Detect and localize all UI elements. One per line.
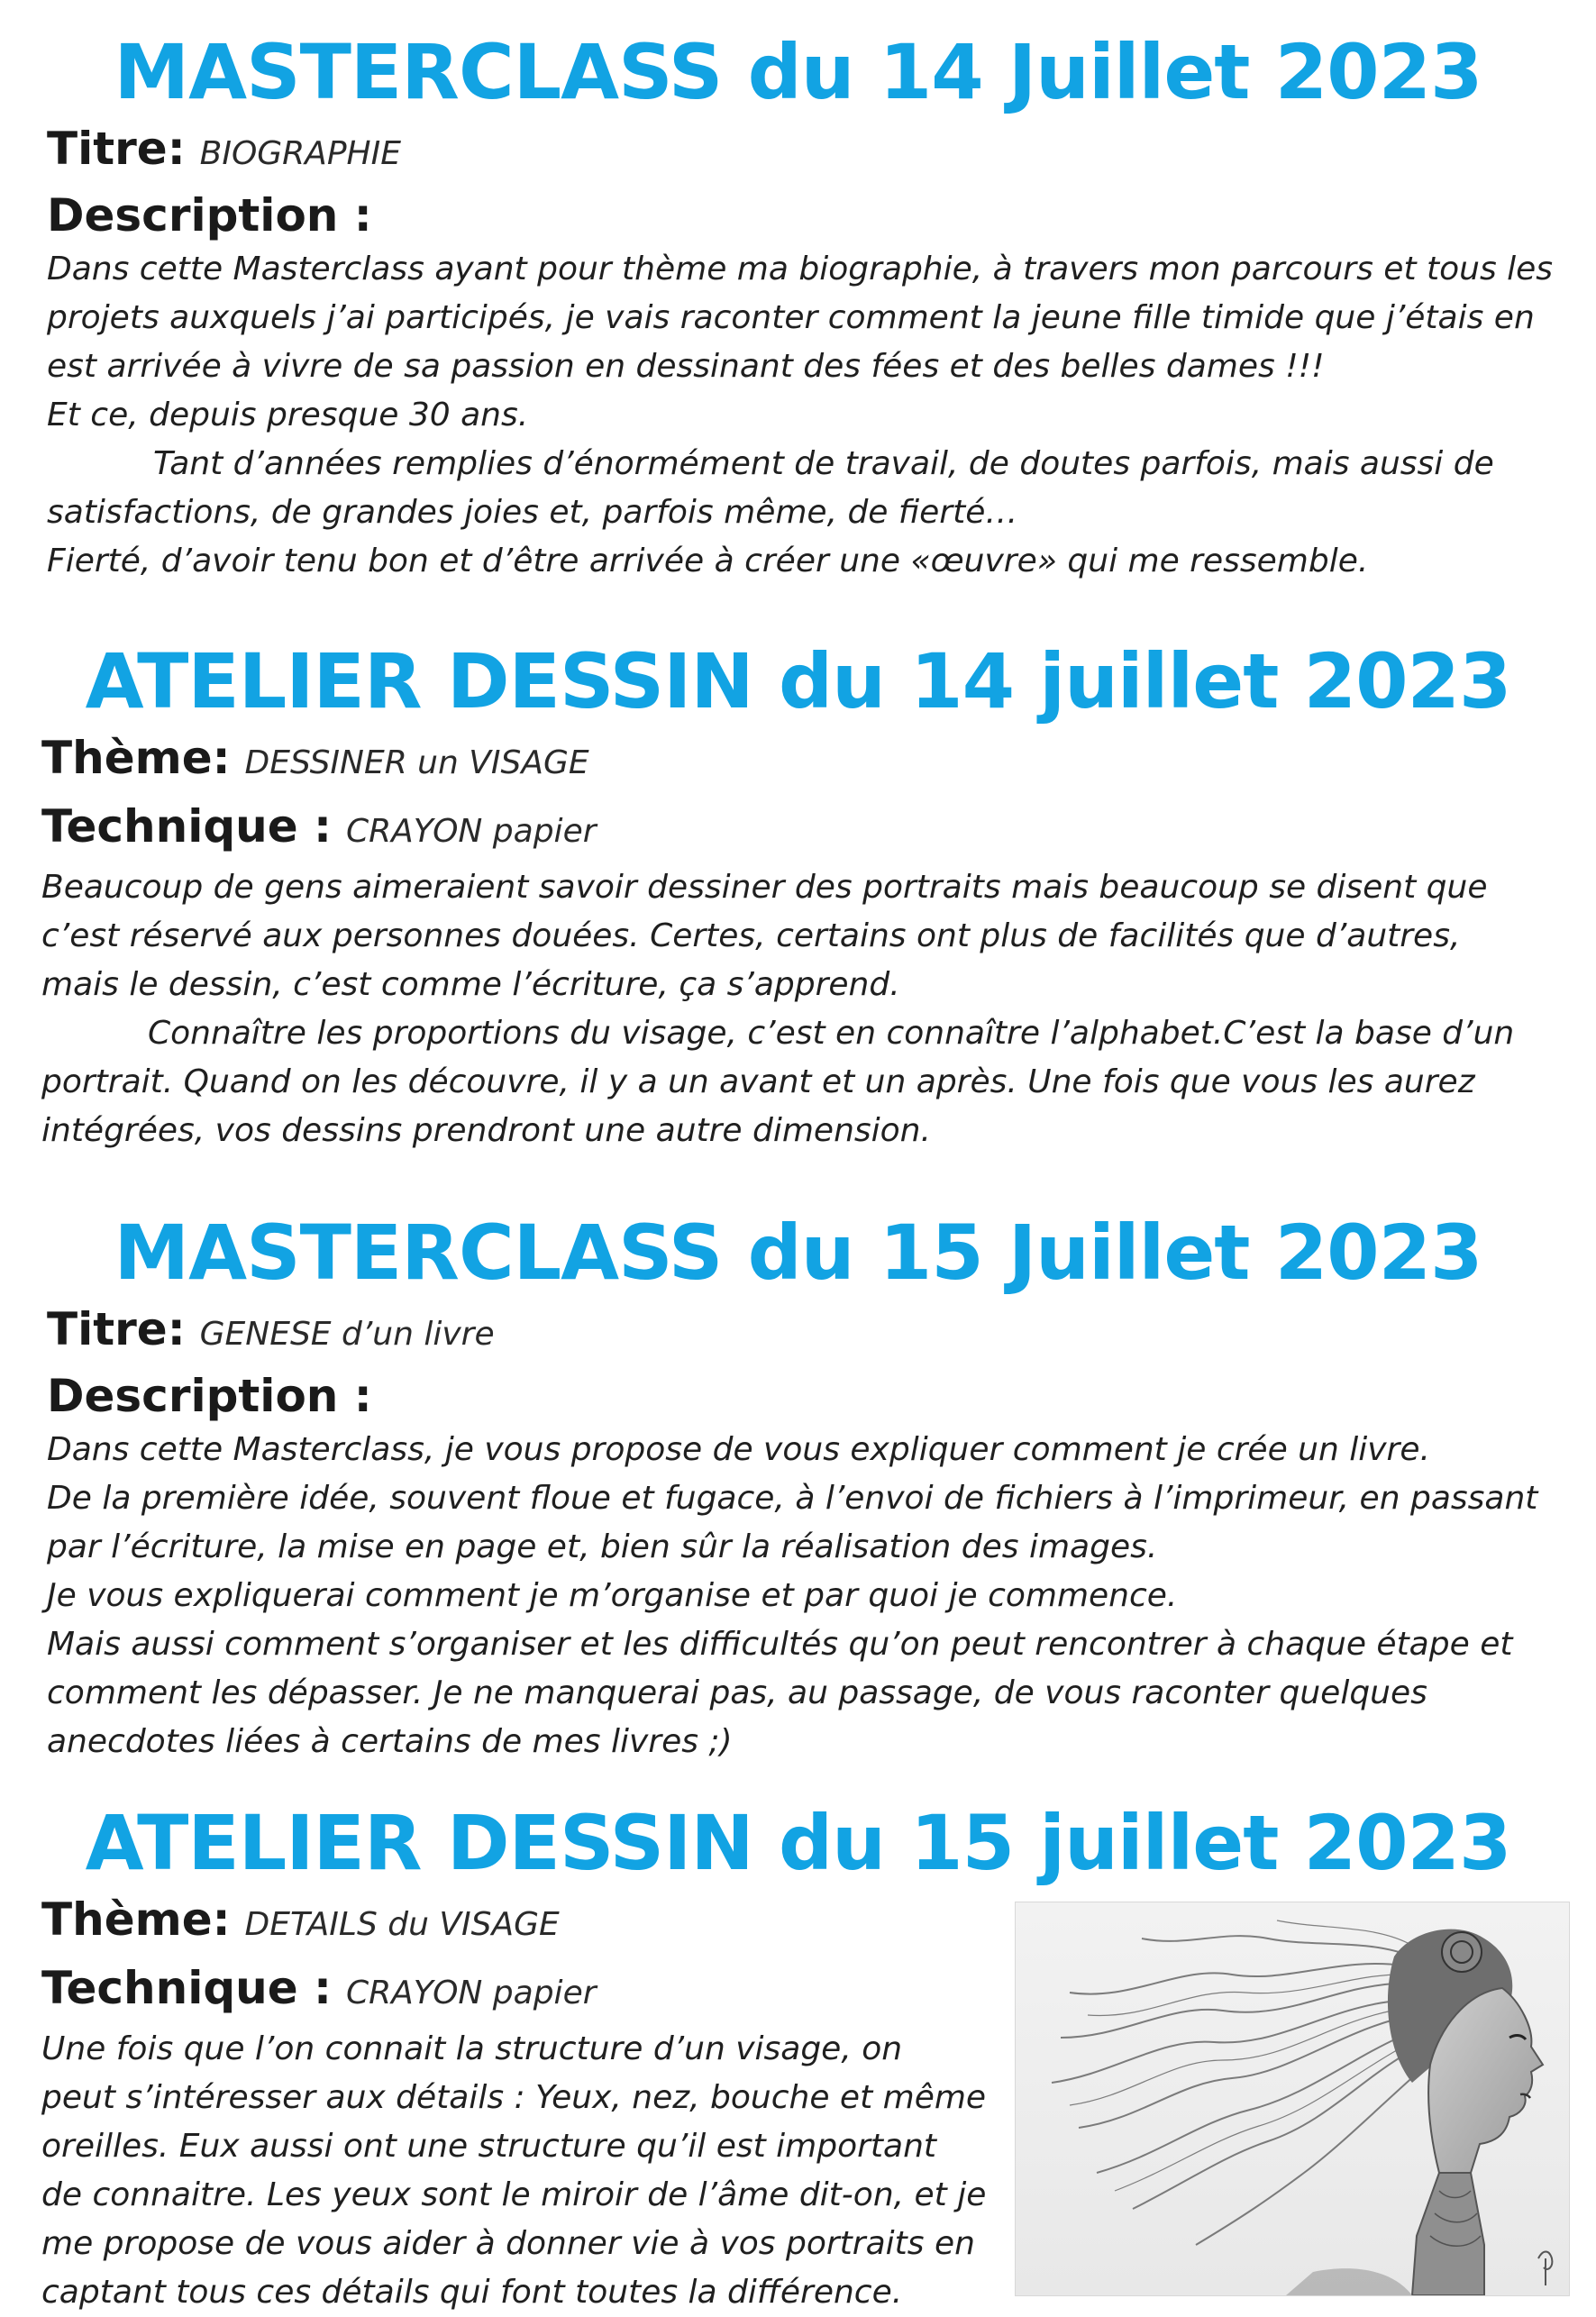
- text-line: mais le dessin, c’est comme l’écriture, ça s’apprend.: [41, 966, 900, 1003]
- section-masterclass-15: [0, 1208, 1596, 1766]
- section-heading: MASTERCLASS du 15 Juillet 2023: [114, 1209, 1482, 1297]
- description-text: [41, 863, 1596, 1155]
- pencil-portrait-illustration: [1015, 1902, 1570, 2296]
- field-label: Thème:: [41, 732, 231, 784]
- text-line: De la première idée, souvent floue et fugace, à l’envoi de fichiers à l’imprimeur, en passant: [47, 1480, 1538, 1517]
- text-line: Je vous expliquerai comment je m’organise et par quoi je commence.: [47, 1577, 1178, 1614]
- text-line: Beaucoup de gens aimeraient savoir dessiner des portraits mais beaucoup se disent que: [41, 869, 1488, 906]
- description-text: [47, 1426, 1596, 1766]
- text-line: captant tous ces détails qui font toutes la différence.: [41, 2274, 903, 2311]
- text-line: anecdotes liées à certains de mes livres ;): [47, 1723, 733, 1760]
- field-label: Titre:: [47, 1303, 186, 1355]
- text-line: Dans cette Masterclass, je vous propose de vous expliquer comment je crée un livre.: [47, 1431, 1430, 1468]
- portrait-drawing: [1016, 1902, 1569, 2295]
- text-line: de connaitre. Les yeux sont le miroir de l’âme dit-on, et je: [41, 2176, 987, 2213]
- text-line: est arrivée à vivre de sa passion en dessinant des fées et des belles dames !!!: [47, 348, 1325, 385]
- text-line: intégrées, vos dessins prendront une autre dimension.: [41, 1112, 931, 1149]
- text-line: comment les dépasser. Je ne manquerai pas, au passage, de vous raconter quelques: [47, 1674, 1427, 1711]
- text-line: projets auxquels j’ai participés, je vais raconter comment la jeune fille timide que j’étais en: [47, 299, 1535, 336]
- signature-mark: [1538, 2252, 1552, 2286]
- section-masterclass-14: [0, 27, 1596, 586]
- description-label: Description :: [47, 1370, 372, 1422]
- text-line: Connaître les proportions du visage, c’est en connaître l’alphabet.C’est la base d’un: [148, 1015, 1515, 1052]
- text-line: Une fois que l’on connait la structure d’un visage, on: [41, 2030, 903, 2067]
- field-label: Technique :: [41, 800, 333, 853]
- field-value: DETAILS du VISAGE: [244, 1906, 560, 1943]
- field-label: Technique :: [41, 1962, 333, 2014]
- field-value: BIOGRAPHIE: [199, 135, 401, 172]
- text-line: peut s’intéresser aux détails : Yeux, nez, bouche et même: [41, 2079, 987, 2116]
- title-field: [47, 117, 1596, 186]
- field-value: DESSINER un VISAGE: [244, 744, 589, 781]
- section-heading: MASTERCLASS du 14 Juillet 2023: [114, 28, 1482, 116]
- field-value: CRAYON papier: [345, 813, 597, 850]
- text-line: Tant d’années remplies d’énormément de travail, de doutes parfois, mais aussi de: [153, 445, 1494, 482]
- field-value: CRAYON papier: [345, 1975, 597, 2011]
- text-line: oreilles. Eux aussi ont une structure qu’il est important: [41, 2128, 937, 2165]
- description-text: [47, 245, 1596, 586]
- title-field: [47, 1298, 1596, 1366]
- text-line: Dans cette Masterclass ayant pour thème ma biographie, à travers mon parcours et tous les: [47, 251, 1554, 287]
- text-line: Fierté, d’avoir tenu bon et d’être arrivée à créer une «œuvre» qui me ressemble.: [47, 543, 1369, 579]
- section-heading: ATELIER DESSIN du 14 juillet 2023: [85, 637, 1511, 725]
- text-line: par l’écriture, la mise en page et, bien sûr la réalisation des images.: [47, 1528, 1158, 1565]
- text-line: Mais aussi comment s’organiser et les difficultés qu’on peut rencontrer à chaque étape et: [47, 1626, 1513, 1663]
- text-line: Et ce, depuis presque 30 ans.: [47, 397, 529, 433]
- text-line: c’est réservé aux personnes douées. Certes, certains ont plus de facilités que d’autres,: [41, 917, 1461, 954]
- section-heading: ATELIER DESSIN du 15 juillet 2023: [85, 1799, 1511, 1887]
- theme-field: [41, 726, 1596, 795]
- text-line: me propose de vous aider à donner vie à vos portraits en: [41, 2225, 975, 2262]
- section-atelier-14: [0, 636, 1596, 1155]
- technique-field: [41, 795, 1596, 863]
- text-line: portrait. Quand on les découvre, il y a un avant et un après. Une fois que vous les aurez: [41, 1063, 1475, 1100]
- field-value: GENESE d’un livre: [199, 1316, 495, 1353]
- field-label: Titre:: [47, 123, 186, 175]
- description-label: Description :: [47, 189, 372, 242]
- field-label: Thème:: [41, 1893, 231, 1946]
- text-line: satisfactions, de grandes joies et, parfois même, de fierté…: [47, 494, 1018, 531]
